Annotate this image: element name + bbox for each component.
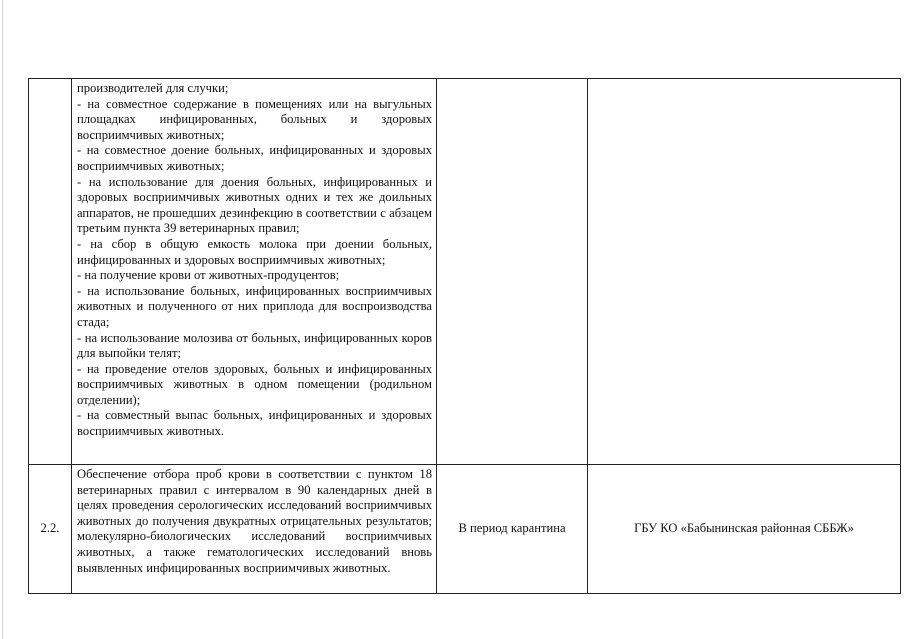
measure-text	[72, 79, 436, 442]
text-line: производителей для случки;	[77, 81, 229, 95]
term-cell	[437, 79, 588, 465]
text-line: - на совместное содержание в помещениях или на выгульных площадках инфицированных, больных и здоровых восприимчивых животных;	[77, 96, 432, 142]
responsible-cell: ГБУ КО «Бабынинская районная СББЖ»	[588, 465, 901, 594]
row-number-cell	[29, 79, 72, 465]
measure-text-cell	[72, 465, 437, 594]
text-line: - на сбор в общую емкость молока при доении больных, инфицированных и здоровых восприимчивых животных;	[77, 236, 432, 267]
table-row	[29, 79, 901, 465]
table-row	[29, 465, 901, 594]
text-line: - на использование для доения больных, инфицированных и здоровых восприимчивых животных одних и тех же доильных аппаратов, не прошедших дезинфекцию в соответствии с абзацем третьим пункта 39 ветеринарных правил;	[77, 174, 432, 236]
measure-text: Обеспечение отбора проб крови в соответствии с пунктом 18 ветеринарных правил с интервалом в 90 календарных дней в целях проведения серологических исследований восприимчивых животных до получения двукратных отрицательных результатов; молекулярно-биологических исследований восприимчивых животных, а также гематологических исследований вновь выявленных инфицированных восприимчивых животных.	[77, 467, 432, 575]
measure-text-cell	[72, 79, 437, 465]
responsible-cell	[588, 79, 901, 465]
page-edge	[2, 0, 3, 639]
measures-table	[28, 78, 901, 594]
row-number-cell: 2.2.	[29, 465, 72, 594]
text-line: - на получение крови от животных-продуцентов;	[77, 268, 340, 283]
text-line: - на совместное доение больных, инфицированных и здоровых восприимчивых животных;	[77, 143, 432, 173]
term-cell: В период карантина	[437, 465, 588, 594]
text-line: - на проведение отелов здоровых, больных и инфицированных восприимчивых животных в одном помещении (родильном отделении);	[77, 361, 432, 407]
text-line: - на использование молозива от больных, инфицированных коров для выпойки телят;	[77, 330, 432, 361]
text-line: - на совместный выпас больных, инфицированных и здоровых восприимчивых животных.	[77, 408, 432, 439]
text-line: - на использование больных, инфицированных восприимчивых животных и полученного от них приплода для воспроизводства стада;	[77, 283, 432, 329]
